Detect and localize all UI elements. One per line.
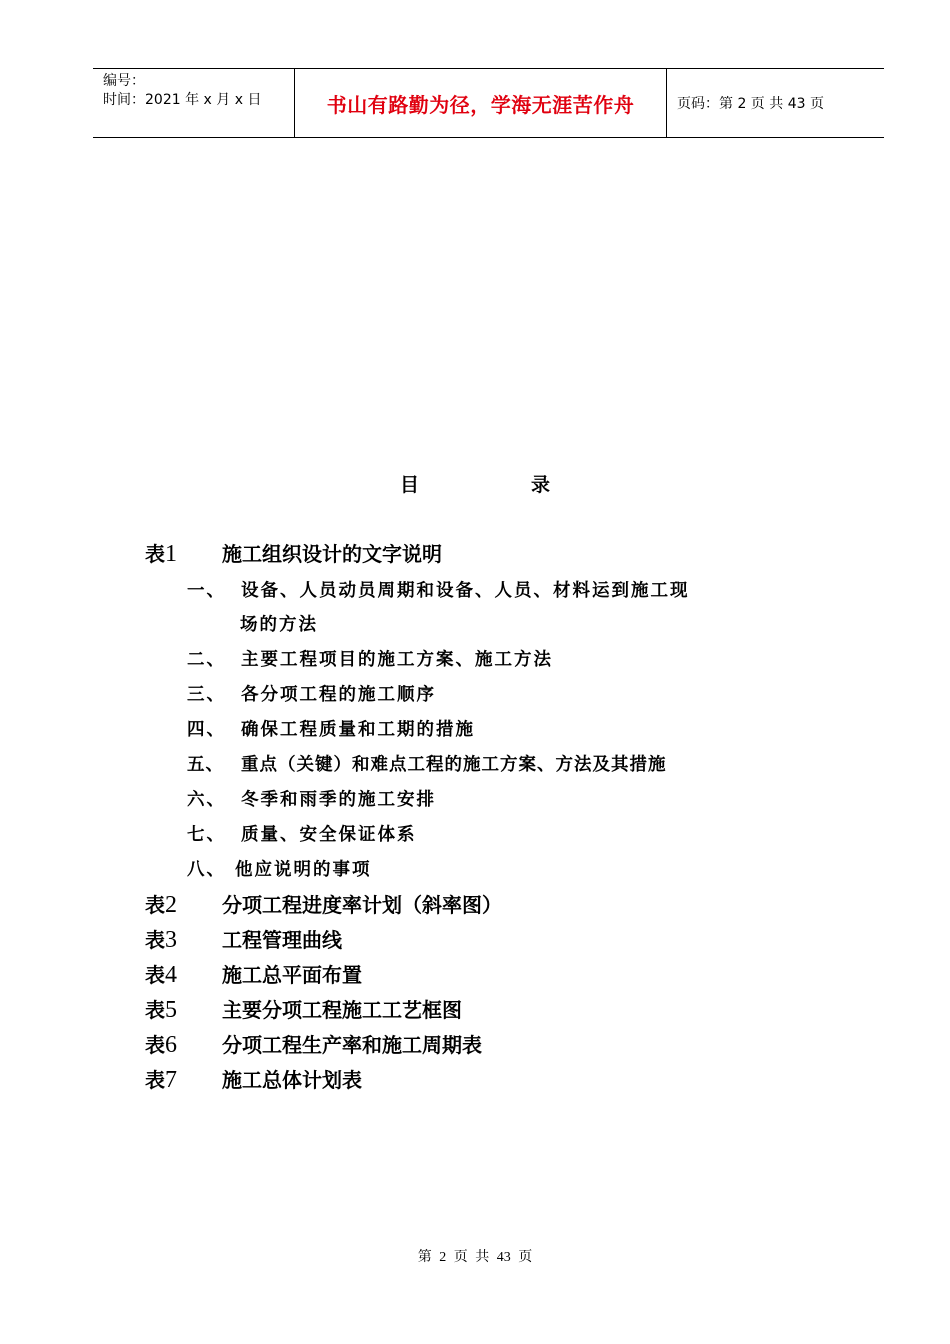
toc-entry-number: 3 xyxy=(165,927,177,953)
toc-entry-number: 5 xyxy=(165,997,177,1023)
toc-subentry-continuation[interactable]: 场的方法 xyxy=(240,615,318,635)
toc-subentry[interactable] xyxy=(187,822,417,848)
toc-subentry-text: 质量、安全保证体系 xyxy=(241,825,417,845)
toc-subentry-number: 四、 xyxy=(187,720,226,740)
page-header xyxy=(93,68,884,138)
toc-subentry-number: 三、 xyxy=(187,685,226,705)
toc-subentry[interactable] xyxy=(187,578,690,604)
toc-entry[interactable] xyxy=(145,1065,362,1095)
toc-subentry[interactable] xyxy=(187,647,553,673)
toc-entry-prefix: 表 xyxy=(145,1033,165,1057)
toc-entry-text: 施工组织设计的文字说明 xyxy=(222,542,442,566)
toc-subentry[interactable] xyxy=(187,752,667,778)
toc-entry[interactable] xyxy=(145,890,502,920)
time-label: 时间：2021 年 x 月 x 日 xyxy=(103,92,262,108)
toc-subentry-number: 六、 xyxy=(187,790,226,810)
toc-entry-text: 施工总平面布置 xyxy=(222,963,362,987)
toc-subentry[interactable] xyxy=(187,682,436,708)
toc-entry[interactable] xyxy=(145,1030,482,1060)
toc-entry-number: 6 xyxy=(165,1032,177,1058)
toc-entry[interactable] xyxy=(145,925,342,955)
toc-entry-prefix: 表 xyxy=(145,1068,165,1092)
toc-entry-prefix: 表 xyxy=(145,963,165,987)
toc-entry-number: 4 xyxy=(165,962,177,988)
toc-subentry-text: 各分项工程的施工顺序 xyxy=(241,685,436,705)
toc-entry-prefix: 表 xyxy=(145,893,165,917)
toc-entry-number: 2 xyxy=(165,892,177,918)
toc-entry-text: 主要分项工程施工工艺框图 xyxy=(222,998,462,1022)
toc-entry-prefix: 表 xyxy=(145,928,165,952)
toc-subentry[interactable] xyxy=(187,787,436,813)
toc-entry[interactable] xyxy=(145,995,462,1025)
toc-entry-number: 7 xyxy=(165,1067,177,1093)
header-page-label: 页码：第 2 页 共 43 页 xyxy=(677,96,824,112)
toc-entry-text: 施工总体计划表 xyxy=(222,1068,362,1092)
toc-subentry-text: 设备、人员动员周期和设备、人员、材料运到施工现 xyxy=(241,581,690,601)
toc-entry-text: 工程管理曲线 xyxy=(222,928,342,952)
toc-subentry-text: 冬季和雨季的施工安排 xyxy=(241,790,436,810)
toc-entry-text: 分项工程生产率和施工周期表 xyxy=(222,1033,482,1057)
toc-entry-prefix: 表 xyxy=(145,542,165,566)
toc-subentry-number: 二、 xyxy=(187,650,226,670)
toc-entry[interactable] xyxy=(145,960,362,990)
toc-subentry-text: 重点（关键）和难点工程的施工方案、方法及其措施 xyxy=(241,755,667,775)
toc-entry-number: 1 xyxy=(165,541,177,567)
toc-subentry-number: 一、 xyxy=(187,581,226,601)
toc-entry-text: 分项工程进度率计划（斜率图） xyxy=(222,893,502,917)
toc-subentry-number: 七、 xyxy=(187,825,226,845)
toc-subentry[interactable] xyxy=(187,857,372,883)
toc-subentry-number: 八、 xyxy=(187,860,226,880)
toc-subentry-text: 主要工程项目的施工方案、施工方法 xyxy=(241,650,553,670)
toc-subentry[interactable] xyxy=(187,717,475,743)
header-meta-cell xyxy=(93,69,295,137)
toc-title-right: 录 xyxy=(531,474,551,496)
toc-title xyxy=(0,470,950,497)
header-motto: 书山有路勤为径，学海无涯苦作舟 xyxy=(295,69,667,137)
toc-title-left: 目 xyxy=(399,474,419,496)
toc-entry-prefix: 表 xyxy=(145,998,165,1022)
serial-label: 编号： xyxy=(103,73,145,89)
toc-entry[interactable] xyxy=(145,539,442,569)
toc-subentry-number: 五、 xyxy=(187,755,224,775)
toc-subentry-text: 他应说明的事项 xyxy=(235,860,372,880)
toc-subentry-text: 确保工程质量和工期的措施 xyxy=(241,720,475,740)
page-footer: 第 2 页 共 43 页 xyxy=(417,1250,533,1265)
